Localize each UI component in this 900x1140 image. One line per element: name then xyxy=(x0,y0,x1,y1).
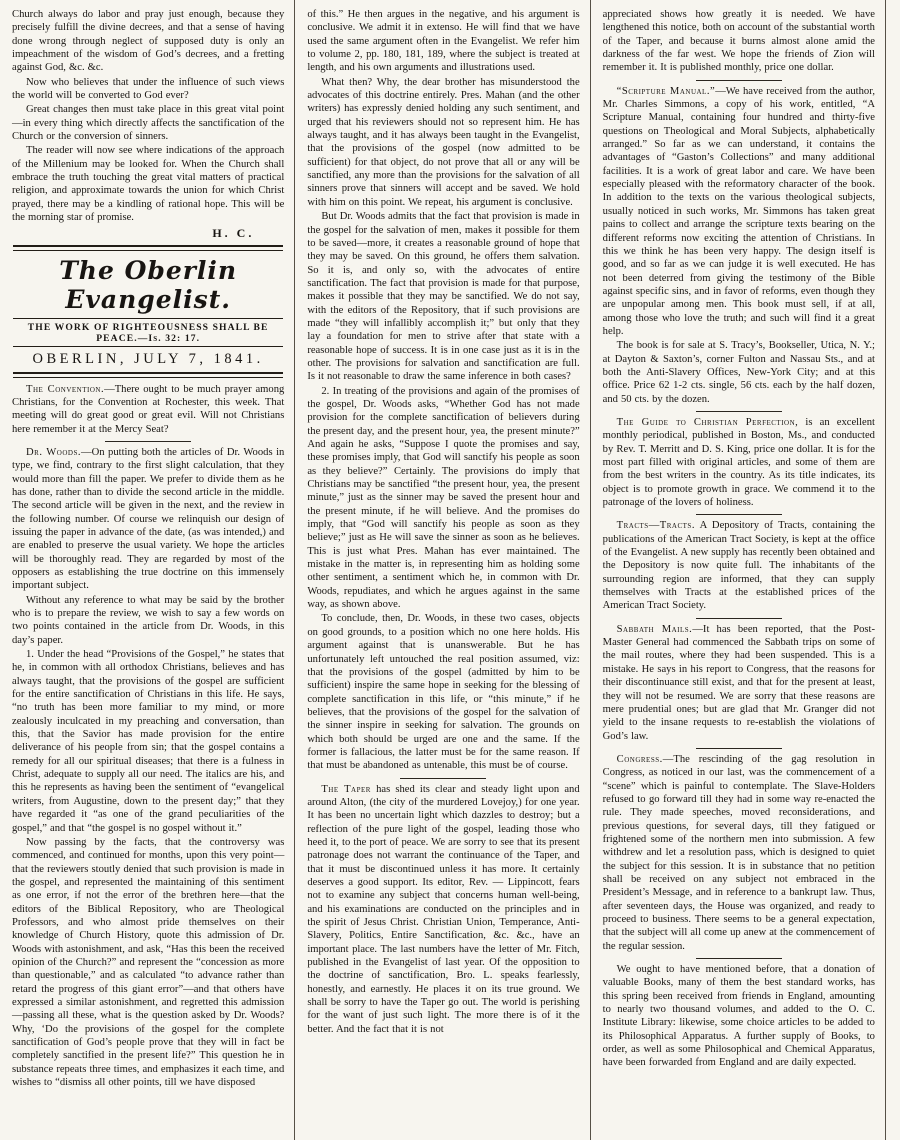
article-lead: “Scripture Manual.” xyxy=(616,85,716,97)
column-2 xyxy=(294,0,589,1140)
newspaper-title: The Oberlin Evangelist. xyxy=(59,255,238,314)
article-paragraph xyxy=(307,8,579,75)
article-paragraph xyxy=(12,103,284,143)
article-paragraph xyxy=(603,339,875,406)
paragraph-text: —It has been reported, that the Post-Master General had commenced the Sabbath trips on some of the mail routes, where they had been suspended. This is a mistake. He says in his report to Congress, that the reasons for their discontinuance still exist, and that for the present at least, they will not be resumed. We are sorry that these reasons are mere prudential ones; but are glad that Mr. Granger did not yield to the insane requests to re-establish the violations of God’s law. xyxy=(602,623,875,742)
paragraph-text: Without any reference to what may be said by the brother who is to prepare the review, we wish to say a few words on two points contained in the article from Dr. Woods, in this day’s paper. xyxy=(12,594,285,646)
article-lead: The Convention. xyxy=(26,383,105,395)
article-paragraph xyxy=(307,210,579,383)
author-signature: H. C. xyxy=(212,225,255,240)
section-divider xyxy=(696,618,782,619)
column-1 xyxy=(0,0,294,1140)
paragraph-text: To conclude, then, Dr. Woods, in these two cases, objects on good grounds, to a position which no one here holds. His argument against that is unanswerable. But he has unfortunately left untouched the real position assumed, viz: that the provisions of the gospel (admitted by him to be sufficient) inspire the same hope in seeking for the blessing of complete sanctification in this life, or “this minute,” if he believes, that the provisions of the gospel for the salvation of the sinner inspire in seeking for salvation. The grounds on which both should be urged are one and the same. If the former is fallacious, the latter must be for the same reason. If that must be abandoned as untenable, this must be of course. xyxy=(307,613,580,772)
article-lead: Tracts—Tracts. xyxy=(616,520,695,532)
masthead-dateline: OBERLIN, JULY 7, 1841. xyxy=(32,350,264,367)
masthead xyxy=(12,245,284,378)
article-paragraph xyxy=(12,383,284,436)
article-paragraph xyxy=(12,8,284,75)
paragraph-text: The book is for sale at S. Tracy’s, Bookseller, Utica, N. Y.; at Dayton & Saxton’s, corner Fulton and Nassau Sts., and at both the Anti-Slavery Offices, New-York City; and at this office. Price 62 1-2 cts. single, 56 cts. each by the half dozen, and 50 cts. by the dozen. xyxy=(602,340,875,405)
paragraph-text: 2. In treating of the provisions and again of the promises of the gospel, Dr. Woods asks, “Whether God has not made provision for the complete sanctification of believers during the present day, and the present hour, yea, the present minute?” And again he asks, “Suppose I quote the promises and say, these promises imply, that God will sanctify his people as soon as they believe?” Certainly. The provisions do imply that Christians may be sanctified “the present hour, yea, the present minute,” just as the sinner may be saved the present hour and the present minute, if he will believe. And the promises do imply, that “God will sanctify his people as soon as they believe;” just as He will save the sinner as soon as he believes. This is just what Pres. Mahan has ever maintained. The mistake in the matter is, in representing him as holding some other sentiment, a sentiment which he, in common with Dr. Woods, repudiates, and which he argues against in the same way, as shown above. xyxy=(307,385,580,611)
paragraph-text: A Depository of Tracts, containing the publications of the American Tract Society, is kept at the office of the Evangelist. A new supply has recently been obtained and the Depository is now quite full. The inhabitants of the surrounding region are informed, that they can supply themselves with Tracts at the established prices of the American Tract Society. xyxy=(602,520,875,612)
paragraph-text: 1. Under the head “Provisions of the Gospel,” he states that he, in common with all orthodox Christians, believes and has always taught, that the provisions of the gospel are sufficient for the entire sanctification of Christians in this life. He says, “no truth has been more familiar to my mind, or more zealously inculcated in my preaching and conversation, than this, that the Savior has made provision for the entire deliverance of his people from sin; that the gospel contains a remedy for all our spiritual diseases; that there is a fulness in Christ, adequate to supply all our need. The italics are his, and this he represents as having been the sentiment of “evangelical writers, from Augustine, down to the present day;” that they have regarded it “as one of the grand peculiarities of the gospel,” and that “the gospel is no gospel without it.” xyxy=(12,649,285,834)
paragraph-text: Now passing by the facts, that the controversy was commenced, and continued for months, upon this very point—that the reviewers stoutly denied that such provision is made in the gospel, and represented the maintaining of this sentiment as one error, if not the error of the brethren here—that the editors of the Biblical Repository, who are Theological Professors, and who almost pride themselves on their knowledge of Church History, quote this admission of Dr. Woods with astonishment, and ask, “Has this been the received opinion of the Church?” and represent the “concession as more than questionable,” and as calculated “to advance rather than retard the progress of this giant error”—and that others have expressed a similar astonishment, and regretted this admission—passing all these, what is the question asked by Dr. Woods? Why, ‘Do the provisions of the gospel for the complete sanctification of God’s people prove that they will in fact be completely sanctified in the present life?” This question he in substance repeats three times, and emphasizes it each time, and wishes to “dismiss all other points, till we have disposed xyxy=(12,836,285,1089)
paragraph-text: is an excellent monthly periodical, published in Boston, Ms., and conducted by Rev. T. Merritt and D. S. King, price one dollar. It is for the most part filled with original articles, and some of them are from the best writers in the country. As its title indicates, its object is to promote growth in grace. We commend it to the patronage of the lovers of holiness. xyxy=(602,416,875,509)
section-divider xyxy=(696,748,782,749)
paragraph-text: Great changes then must take place in this great vital point—in every thing which directly affects the sanctification of the Church or the conversion of sinners. xyxy=(12,104,285,143)
paragraph-text: But Dr. Woods admits that the fact that provision is made in the gospel for the salvation of men, makes it possible for them to be saved—more, it creates a reasonable ground of hope that they may be saved. On this ground, he offers them salvation. So it is, and only so, with the advocates of entire sanctification. The fact that provision is made for that purpose, makes it possible that they may be sanctified. We do not say, with the editors of the Repository, that if such provisions are made “they will infallibly accomplish it;” but only that they lay a foundation for men to strive after that state with a reasonable hope of success. It is in one case just as it is in the other. The provisions for salvation and sanctification are full. Is it not reasonable to draw the same inference in both cases? xyxy=(307,211,580,383)
paragraph-text: Now who believes that under the influence of such views the world will be converted to God ever? xyxy=(12,76,285,102)
article-paragraph xyxy=(12,836,284,1090)
section-divider xyxy=(696,958,782,959)
section-divider xyxy=(696,514,782,515)
paragraph-text: Church always do labor and pray just enough, because they precisely fulfill the divine decrees, and that a sense of having done wrong through neglect of supposed duty is only an impeachment of the wisdom of God’s decrees, and a fretting against God, &c. &c. xyxy=(12,9,285,74)
article-paragraph xyxy=(307,783,579,1037)
section-divider xyxy=(105,441,191,442)
paragraph-text: The reader will now see where indications of the approach of the Millenium may be looked for. When the Church shall embrace the truth touching the great vital matters of practical religion, and approximate towards the union for which Christ prayed, there may be a kindling of rational hope. This will be the morning star of promise. xyxy=(12,145,285,224)
article-lead: Dr. Woods. xyxy=(26,446,81,458)
article-paragraph xyxy=(12,446,284,593)
article-paragraph xyxy=(603,85,875,339)
article-paragraph xyxy=(307,612,579,772)
article-paragraph xyxy=(12,594,284,647)
article-paragraph xyxy=(12,648,284,835)
paragraph-text: —There ought to be much prayer among Christians, for the Convention at Rochester, this week. That meeting will do great good or great evil. Will not Christians here remember it at the Mercy Seat? xyxy=(12,383,285,435)
paragraph-text: —The rescinding of the gag resolution in Congress, as noticed in our last, was the commencement of a “scene” which is painful to contemplate. The Slave-Holders refused to go forward till they had in some way re-enacted the rule. They made speeches, moved reconsiderations, and previous questions, for several days, till they fatigued or frightened some of the northern men into submission. A few withdrew and let a resolution pass, which is designed to quiet the subject for this session. It is in substance that no petition shall be received on any subject not embraced in the President’s Message, and in reference to a bankrupt law. Thus, after seventeen days, the House was organized, and ready to proceed to business. There seems to be a general expectation, that the subject will all come up anew at the commencement of the regular session. xyxy=(602,753,875,952)
article-paragraph xyxy=(603,963,875,1070)
section-divider xyxy=(696,80,782,81)
article-lead: Congress. xyxy=(616,753,663,765)
article-paragraph xyxy=(603,623,875,743)
paragraph-text: —We have received from the author, Mr. Charles Simmons, a copy of his work, entitled, “A Scripture Manual, containing four hundred and thirty-five questions on Theological and Moral Subjects, alphabetically arranged.” So far as we can understand, it contains the advantages of “Gaston’s Collections” and many additional facilities. It is a work of great labor and care. We have been especially pleased with the reformatory character of the book. In addition to the texts on the various theological subjects, usually noticed in such works, Mr. Simmons has taken great pains to collect and arrange the scripture texts bearing on the different reforms now exciting the attention of Christians. In this we think he has been very happy. The design itself is good, and so far as we can judge it is well executed. He has not been deterred from giving the testimony of the Bible against specific sins, and in favor of reforms, even though they are unpopular among men. This book must sell, if at all, among those who love the truth; and such will find it a great help. xyxy=(602,85,875,337)
article-paragraph xyxy=(603,8,875,75)
article-paragraph xyxy=(603,416,875,509)
article-paragraph xyxy=(12,76,284,103)
section-divider xyxy=(696,411,782,412)
paragraph-text: We ought to have mentioned before, that a donation of valuable Books, many of them the best standard works, has this spring been received from friends in England, amounting to nearly two thousand volumes, and added to the O. C. Institute Library: likewise, some choice articles to be added to its Philosophical Apparatus. A further supply of Books, to order, as well as some Philosophical and Chemical Apparatus, have been forwarded from England and are daily expected. xyxy=(602,964,875,1069)
paragraph-text: appreciated shows how greatly it is needed. We have lengthened this notice, both on account of the substantial worth of the Taper, and because it burns almost alone amid the darkness of the far west. We hope the friends of Zion will remember it. It is published monthly, price one dollar. xyxy=(602,9,875,74)
section-divider xyxy=(400,778,486,779)
column-3 xyxy=(590,0,886,1140)
masthead-motto: THE WORK OF RIGHTEOUSNESS SHALL BE PEACE.—Is. 32: 17. xyxy=(27,321,269,344)
article-lead: Sabbath Mails. xyxy=(616,623,693,635)
article-lead: The Guide to Christian Perfection, xyxy=(616,416,799,428)
paragraph-text: —On putting both the articles of Dr. Woods in type, we find, contrary to the first slight calculation, that they would more than fill the paper. We prefer to divide them as he has done, rather than to divide the second article in the middle. The second article will be given in the next, and the review in the following number. Of course we relinquish our design of issuing the paper in advance of the date, (as was intended,) and are enabled to preserve the usual variety. We hope the articles will be thoroughly read. They are regarded by most of the opposers as establishing the true doctrine on this immensely important subject. xyxy=(12,446,285,592)
article-paragraph xyxy=(307,76,579,209)
article-paragraph xyxy=(12,144,284,224)
article-lead: The Taper xyxy=(321,783,371,795)
paragraph-text: has shed its clear and steady light upon and around Alton, (the city of the murdered Lovejoy,) for one year. It has been no uncertain light which dazzles to destroy; but a reflection of the pure light of the gospel, leading those who heed it, to the port of peace. We are sorry to see that its present patronage does not warrant the continuance of the Taper, and that it must be discontinued unless it has more. It certainly deserves a good support. Its editor, Rev. — Lippincott, fears not to examine any subject that concerns human well-being, and his examinations are conducted on the principles and in the spirit of Jesus Christ. Christian Union, Temperance, Anti-Slavery, Politics, Entire Sanctification, &c. &c., have an important place. The last numbers have the letter of Mr. Fitch, published in the Evangelist of last year. Of the opposition to the doctrine of sanctification, Bro. L. speaks fearlessly, honestly, and earnestly. He places it on its true ground. We shall be sorry to have the Taper go out. The world is perishing for the want of just such light. The more there is of it the better. And the fact that it is not xyxy=(307,783,580,1035)
article-paragraph xyxy=(603,519,875,612)
paragraph-text: of this.” He then argues in the negative, and his argument is conclusive. We admit it in extenso. He will find that we have used the same argument often in the Evangelist. We refer him to volume 2, pp. 180, 181, 189, where the subject is treated at length, and his own arguments and illustrations used. xyxy=(307,9,580,74)
article-paragraph xyxy=(307,385,579,612)
article-paragraph xyxy=(603,753,875,953)
paragraph-text: What then? Why, the dear brother has misunderstood the advocates of this doctrine entirely. Pres. Mahan (and the other writers) has expressly denied holding any such sentiment, and urged that his reviewers should not so represent him. He has always taught, and it has always been taught in the Evangelist, that the provisions of the gospel (now admitted to be sufficient) for that object, do not prove that all or any will be sanctified, any more than the provisions for the salvation of all sinners prove that sinners will accept and be saved. We hold with him on this point. We repeat, his argument is conclusive. xyxy=(307,76,580,208)
masthead-bottom-rule xyxy=(13,372,283,378)
